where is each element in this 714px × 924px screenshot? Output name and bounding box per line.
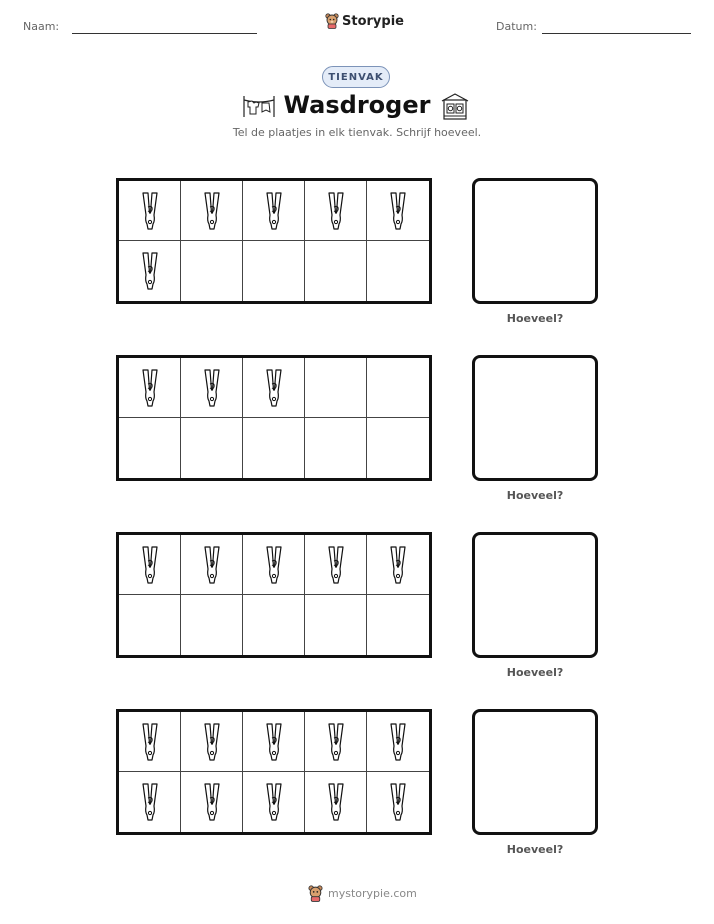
ten-frame-cell (181, 712, 243, 772)
clothespin-icon (265, 782, 283, 822)
clothespin-icon (327, 545, 345, 585)
ten-frame-cell (181, 418, 243, 478)
answer-box-3[interactable] (472, 532, 598, 658)
ten-frame-cell (181, 181, 243, 241)
clothespin-icon (141, 722, 159, 762)
clothespin-icon (203, 722, 221, 762)
name-label: Naam: (23, 20, 60, 33)
date-label: Datum: (496, 20, 537, 33)
clothespin-icon (141, 251, 159, 291)
tienvak-badge: TIENVAK (322, 66, 390, 88)
ten-frame-cell (305, 241, 367, 301)
ten-frame-cell (243, 358, 305, 418)
ten-frame-3 (116, 532, 432, 658)
ten-frame-cell (181, 241, 243, 301)
ten-frame-cell (305, 712, 367, 772)
instructions: Tel de plaatjes in elk tienvak. Schrijf hoeveel. (232, 126, 482, 139)
clothespin-icon (203, 782, 221, 822)
ten-frame-cell (367, 418, 429, 478)
ten-frame-cell (243, 535, 305, 595)
ten-frame-cell (243, 772, 305, 832)
ten-frame-cell (305, 181, 367, 241)
ten-frame-cell (243, 418, 305, 478)
ten-frame-cell (119, 535, 181, 595)
ten-frame-cell (119, 358, 181, 418)
ten-frame-cell (243, 595, 305, 655)
ten-frame-cell (367, 241, 429, 301)
name-line[interactable] (72, 33, 257, 34)
hoeveel-label-4: Hoeveel? (506, 843, 564, 856)
clothespin-icon (141, 191, 159, 231)
clothespin-icon (327, 191, 345, 231)
clothespin-icon (141, 782, 159, 822)
ten-frame-cell (181, 358, 243, 418)
clothespin-icon (141, 545, 159, 585)
ten-frame-cell (119, 772, 181, 832)
ten-frame-cell (367, 595, 429, 655)
ten-frame-cell (243, 712, 305, 772)
page-title: Wasdroger (283, 91, 431, 119)
ten-frame-cell (119, 418, 181, 478)
answer-box-4[interactable] (472, 709, 598, 835)
clothespin-icon (203, 368, 221, 408)
hoeveel-label-1: Hoeveel? (506, 312, 564, 325)
ten-frame-cell (119, 712, 181, 772)
date-line[interactable] (542, 33, 691, 34)
brand-name: Storypie (342, 13, 404, 29)
bear-logo-icon (325, 13, 339, 29)
clothespin-icon (265, 545, 283, 585)
bear-logo-icon (308, 885, 323, 902)
footer (308, 885, 417, 902)
ten-frame-cell (181, 595, 243, 655)
clothespin-icon (203, 545, 221, 585)
ten-frame-cell (119, 181, 181, 241)
hoeveel-label-3: Hoeveel? (506, 666, 564, 679)
clothespin-icon (389, 191, 407, 231)
ten-frame-cell (243, 241, 305, 301)
ten-frame-cell (367, 535, 429, 595)
ten-frame-cell (305, 535, 367, 595)
ten-frame-4 (116, 709, 432, 835)
ten-frame-cell (305, 772, 367, 832)
clothespin-icon (389, 782, 407, 822)
footer-url: mystorypie.com (328, 887, 417, 900)
clothespin-icon (389, 545, 407, 585)
clothespin-icon (389, 722, 407, 762)
brand-logo (325, 13, 404, 29)
ten-frame-cell (305, 358, 367, 418)
ten-frame-cell (367, 772, 429, 832)
ten-frame-cell (181, 535, 243, 595)
ten-frame-cell (243, 181, 305, 241)
ten-frame-cell (119, 241, 181, 301)
hoeveel-label-2: Hoeveel? (506, 489, 564, 502)
ten-frame-cell (367, 181, 429, 241)
ten-frame-cell (367, 358, 429, 418)
clothespin-icon (327, 782, 345, 822)
answer-box-2[interactable] (472, 355, 598, 481)
clothespin-icon (265, 191, 283, 231)
clothespin-icon (327, 722, 345, 762)
ten-frame-cell (305, 418, 367, 478)
ten-frame-cell (367, 712, 429, 772)
ten-frame-cell (305, 595, 367, 655)
clothespin-icon (141, 368, 159, 408)
ten-frame-cell (119, 595, 181, 655)
answer-box-1[interactable] (472, 178, 598, 304)
clothespin-icon (265, 722, 283, 762)
ten-frame-1 (116, 178, 432, 304)
ten-frame-cell (181, 772, 243, 832)
clothespin-icon (265, 368, 283, 408)
clothespin-icon (203, 191, 221, 231)
laundromat-icon (440, 92, 470, 120)
ten-frame-2 (116, 355, 432, 481)
